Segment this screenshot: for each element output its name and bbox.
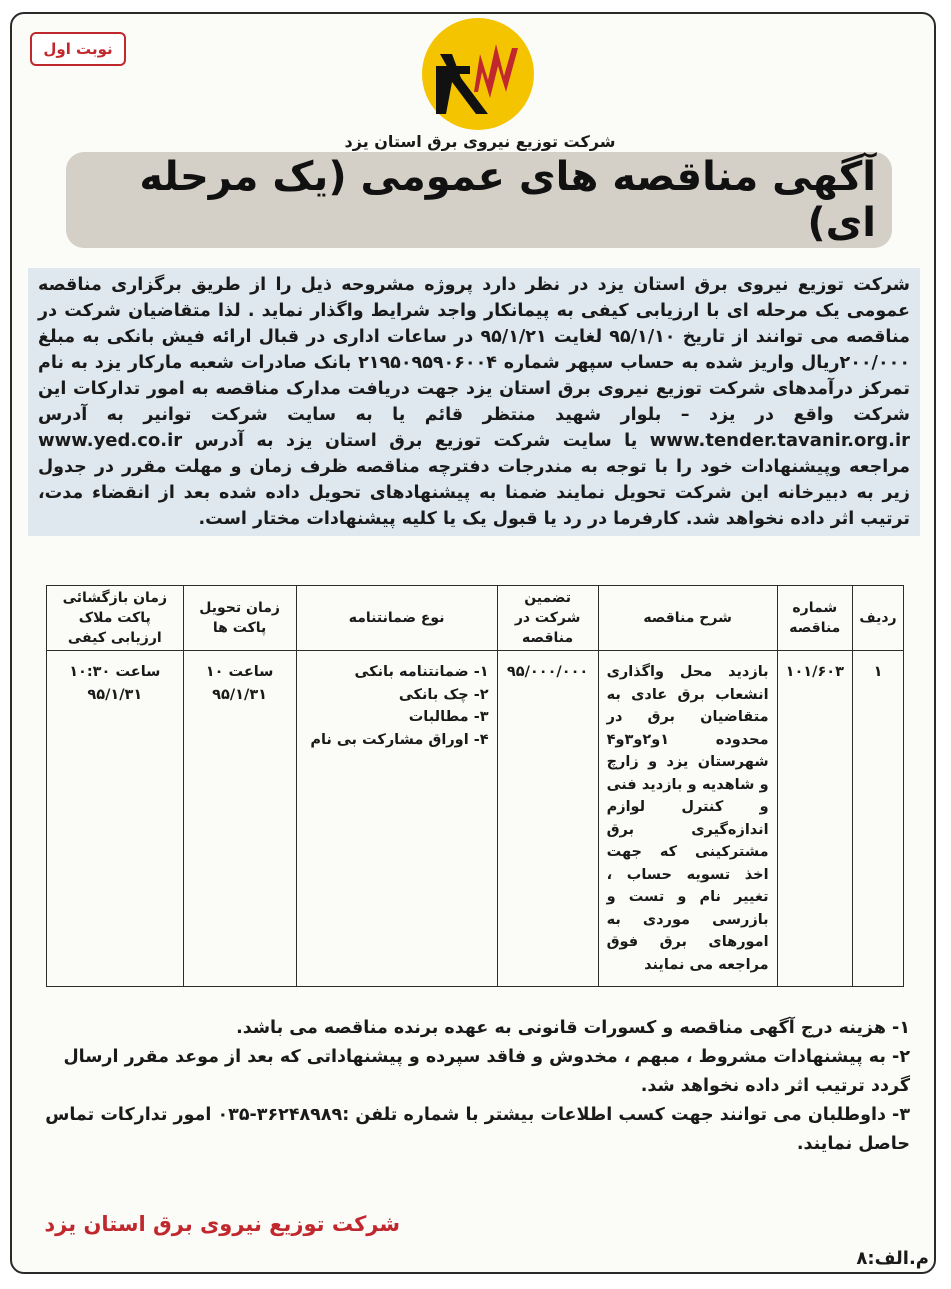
note-item: ۱- هزینه درج آگهی مناقصه و کسورات قانونی به عهده برنده مناقصه می باشد. <box>236 1018 910 1038</box>
title-banner <box>66 154 892 246</box>
company-name-top: شرکت توزیع نیروی برق استان یزد <box>344 132 616 151</box>
header-delivery-time: زمان تحویل پاکت ها <box>183 586 296 651</box>
guarantee-type-item: ۳- مطالبات <box>408 709 489 725</box>
guarantee-amount: ۹۵/۰۰۰/۰۰۰ <box>497 651 598 987</box>
opening-date: ۹۵/۱/۳۱ <box>87 686 143 703</box>
guarantee-type-item: ۱- ضمانتنامه بانکی <box>354 664 489 680</box>
ad-code: م.الف:۸ <box>856 1248 929 1269</box>
table-row <box>47 651 904 987</box>
guarantee-type-item: ۴- اوراق مشارکت بی نام <box>310 731 489 748</box>
intro-text-3: مراجعه وپیشنهادات خود را با توجه به مندرجات دفترچه مناقصه ظرف زمان و مهلت مقرر در جدول زیر به دبیرخانه این شرکت تحویل نمایند ضمنا به پیشنهادهای تحویل داده شده بعد از انقضاء مدت، ترتیب اثر داده نخواهد شد. کارفرما در رد یا قبول یک یا کلیه پیشنهادات مختار است. <box>38 457 910 529</box>
opening-time: ساعت ۱۰:۳۰ <box>69 664 161 680</box>
note-item: ۳- داوطلبان می توانند جهت کسب اطلاعات بیشتر با شماره تلفن :۳۶۲۴۸۹۸۹-۰۳۵ امور تدارکات تماس حاصل نمایند. <box>45 1105 910 1154</box>
header-opening-time: زمان بازگشائی پاکت ملاک ارزیابی کیفی <box>47 586 184 651</box>
footer-company-name: شرکت توزیع نیروی برق استان یزد <box>44 1212 400 1236</box>
note-item: ۲- به پیشنهادات مشروط ، مبهم ، مخدوش و فاقد سپرده و پیشنهاداتی که بعد از موعد مقرر ارسال گردد ترتیب اثر داده نخواهد شد. <box>63 1047 910 1096</box>
notes-list <box>40 1014 910 1159</box>
tender-table <box>46 585 904 987</box>
company-website-link: www.yed.co.ir <box>38 430 183 451</box>
intro-text-1: شرکت توزیع نیروی برق استان یزد در نظر دارد پروژه مشروحه ذیل را از طریق برگزاری مناقصه عمومی یک مرحله ای با ارزیابی کیفی به پیمانکار واجد شرایط واگذار نماید . لذا متقاضیان شرکت در مناقصه می توانند از تاریخ ۹۵/۱/۱۰ لغایت ۹۵/۱/۲۱ در ساعات اداری در قبال ارائه فیش بانکی به مبلغ ۲۰۰/۰۰۰ریال واریز شده به حساب سپهر شماره ۲۱۹۵۰۹۵۹۰۶۰۰۴ بانک صادرات شعبه مارکار یزد به نام تمرکز درآمدهای شرکت توزیع نیروی برق استان یزد جهت دریافت مدارک مناقصه به امور تدارکات این شرکت واقع در یزد – بلوار شهید منتظر قائم یا به سایت شرکت توانیر به آدرس <box>38 275 910 425</box>
page-title: آگهی مناقصه های عمومی (یک مرحله ای) <box>66 152 892 248</box>
intro-text-2: یا سایت شرکت توزیع برق استان یزد به آدرس <box>194 431 638 451</box>
delivery-time: ساعت ۱۰ <box>205 664 274 680</box>
header-guarantee-type: نوع ضمانتنامه <box>296 586 497 651</box>
row-number: ۱ <box>853 651 904 987</box>
guarantee-type-item: ۲- چک بانکی <box>398 686 489 703</box>
delivery-date: ۹۵/۱/۳۱ <box>212 686 268 703</box>
intro-paragraph <box>28 268 920 536</box>
header-row-no: ردیف <box>853 586 904 651</box>
opening-time-cell <box>47 651 184 987</box>
header-guarantee-amount: تضمین شرکت در مناقصه <box>497 586 598 651</box>
tender-number: ۱۰۱/۶۰۳ <box>777 651 852 987</box>
table-header-row <box>47 586 904 651</box>
round-badge: نوبت اول <box>30 32 126 66</box>
header-tender-no: شماره مناقصه <box>777 586 852 651</box>
company-logo-icon <box>418 14 538 134</box>
guarantee-types <box>296 651 497 987</box>
delivery-time-cell <box>183 651 296 987</box>
tender-description: بازدید محل واگذاری انشعاب برق عادی به متقاضیان برق در محدوده ۱و۲و۳و۴ شهرستان یزد و زارچ و شاهدیه و بازدید فنی و کنترل لوازم اندازه‌گیری برق مشترکینی که جهت اخذ تسویه حساب ، تغییر نام و تست و بازرسی موردی به امورهای برق فوق مراجعه می نمایند <box>598 651 777 987</box>
tender-website-link: www.tender.tavanir.org.ir <box>649 430 911 451</box>
header-description: شرح مناقصه <box>598 586 777 651</box>
